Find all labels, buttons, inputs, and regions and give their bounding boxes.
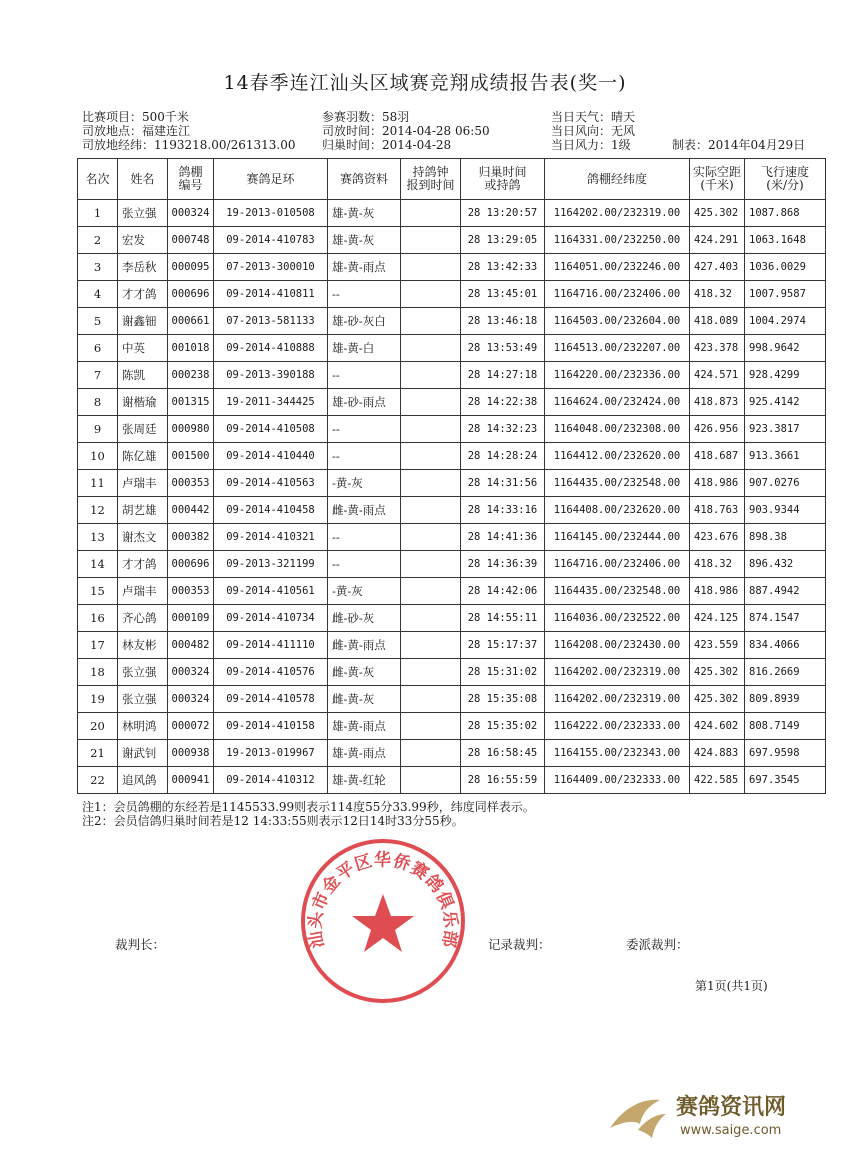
row-rank: 6 [78,335,118,362]
row-coord: 1164331.00/232250.00 [545,227,690,254]
row-coord: 1164408.00/232620.00 [545,497,690,524]
row-coord: 1164716.00/232406.00 [545,281,690,308]
row-loft: 000661 [168,308,214,335]
row-coord: 1164409.00/232333.00 [545,767,690,794]
row-loft: 000941 [168,767,214,794]
row-distance: 418.763 [690,497,745,524]
watermark-name: 赛鸽资讯网 [676,1095,787,1120]
results-table-wrap [77,158,825,794]
row-name: 谢杰文 [118,524,168,551]
row-distance: 418.32 [690,551,745,578]
row-ring: 09-2014-410312 [214,767,328,794]
row-desc: -- [328,551,401,578]
info-release-coord: 司放地经纬：1193218.00/261313.00 [82,138,296,152]
row-rank: 20 [78,713,118,740]
seal-text: 汕头市金平区华侨赛鸽俱乐部 [305,850,461,950]
header-distance: 实际空距 (千米) [690,159,745,200]
row-ring: 19-2013-019967 [214,740,328,767]
row-name: 谢鑫钿 [118,308,168,335]
row-loft: 001018 [168,335,214,362]
row-rank: 13 [78,524,118,551]
table-row [78,551,826,578]
row-loft: 000238 [168,362,214,389]
row-ring: 09-2014-410321 [214,524,328,551]
row-speed: 887.4942 [745,578,826,605]
row-clock [401,227,461,254]
row-clock [401,308,461,335]
row-clock [401,686,461,713]
row-rank: 8 [78,389,118,416]
row-speed: 1063.1648 [745,227,826,254]
table-row [78,281,826,308]
table-row [78,416,826,443]
row-loft: 000696 [168,281,214,308]
row-name: 谢楷瑜 [118,389,168,416]
row-desc: -黄-灰 [328,578,401,605]
row-rank: 19 [78,686,118,713]
row-coord: 1164503.00/232604.00 [545,308,690,335]
header-rank: 名次 [78,159,118,200]
row-return-time: 28 14:36:39 [461,551,545,578]
row-loft: 000442 [168,497,214,524]
row-distance: 426.956 [690,416,745,443]
row-rank: 5 [78,308,118,335]
row-loft: 000748 [168,227,214,254]
row-rank: 9 [78,416,118,443]
row-return-time: 28 16:55:59 [461,767,545,794]
row-speed: 913.3661 [745,443,826,470]
row-name: 中英 [118,335,168,362]
row-coord: 1164051.00/232246.00 [545,254,690,281]
row-clock [401,200,461,227]
table-row [78,200,826,227]
row-name: 李岳秋 [118,254,168,281]
row-distance: 418.089 [690,308,745,335]
signature-chief-referee: 裁判长： [115,937,166,952]
row-desc: -- [328,281,401,308]
row-rank: 15 [78,578,118,605]
row-loft: 000109 [168,605,214,632]
row-coord: 1164036.00/232522.00 [545,605,690,632]
row-ring: 09-2014-410563 [214,470,328,497]
row-speed: 874.1547 [745,605,826,632]
row-desc: 雄-黄-雨点 [328,254,401,281]
table-row [78,524,826,551]
row-coord: 1164435.00/232548.00 [545,578,690,605]
row-clock [401,659,461,686]
report-title: 14春季连江汕头区域赛竞翔成绩报告表(奖一) [223,72,627,94]
page-number: 第1页(共1页) [695,979,768,993]
table-row [78,254,826,281]
club-seal-stamp [298,836,468,1006]
row-desc: -黄-灰 [328,470,401,497]
row-loft: 000324 [168,200,214,227]
row-rank: 16 [78,605,118,632]
row-loft: 001500 [168,443,214,470]
signature-assigned-referee: 委派裁判： [626,937,689,952]
row-ring: 09-2014-410508 [214,416,328,443]
row-clock [401,443,461,470]
row-rank: 1 [78,200,118,227]
row-clock [401,416,461,443]
row-ring: 09-2014-410888 [214,335,328,362]
header-return: 归巢时间 或持鸽 [461,159,545,200]
row-distance: 424.602 [690,713,745,740]
row-return-time: 28 14:31:56 [461,470,545,497]
table-row [78,686,826,713]
row-coord: 1164220.00/232336.00 [545,362,690,389]
row-speed: 1004.2974 [745,308,826,335]
row-desc: 雄-黄-红轮 [328,767,401,794]
row-loft: 000353 [168,578,214,605]
info-prepared-date: 制表：2014年04月29日 [672,138,806,152]
table-row [78,497,826,524]
row-ring: 09-2014-410458 [214,497,328,524]
row-desc: 雌-黄-雨点 [328,497,401,524]
row-distance: 424.291 [690,227,745,254]
header-coord: 鸽棚经纬度 [545,159,690,200]
row-name: 张周廷 [118,416,168,443]
row-speed: 898.38 [745,524,826,551]
row-desc: 雄-砂-雨点 [328,389,401,416]
row-desc: -- [328,416,401,443]
row-coord: 1164145.00/232444.00 [545,524,690,551]
table-row [78,362,826,389]
row-return-time: 28 15:35:02 [461,713,545,740]
info-wind-force: 当日风力：1级 [551,138,631,152]
row-ring: 07-2013-300010 [214,254,328,281]
header-loft: 鸽棚 编号 [168,159,214,200]
row-distance: 424.883 [690,740,745,767]
row-speed: 998.9642 [745,335,826,362]
row-speed: 1087.868 [745,200,826,227]
row-rank: 3 [78,254,118,281]
row-coord: 1164412.00/232620.00 [545,443,690,470]
row-desc: 雄-黄-雨点 [328,713,401,740]
row-return-time: 28 15:17:37 [461,632,545,659]
table-row [78,578,826,605]
row-speed: 834.4066 [745,632,826,659]
info-wind-direction: 当日风向：无风 [551,124,636,138]
row-name: 陈亿雄 [118,443,168,470]
row-loft: 000324 [168,659,214,686]
row-distance: 423.378 [690,335,745,362]
row-return-time: 28 13:53:49 [461,335,545,362]
row-return-time: 28 13:42:33 [461,254,545,281]
row-desc: 雄-黄-白 [328,335,401,362]
row-name: 宏发 [118,227,168,254]
row-loft: 000324 [168,686,214,713]
row-ring: 09-2014-410158 [214,713,328,740]
table-row [78,389,826,416]
row-return-time: 28 16:58:45 [461,740,545,767]
row-ring: 19-2011-344425 [214,389,328,416]
row-distance: 425.302 [690,200,745,227]
row-distance: 424.571 [690,362,745,389]
row-ring: 09-2014-410811 [214,281,328,308]
row-name: 张立强 [118,659,168,686]
row-coord: 1164202.00/232319.00 [545,659,690,686]
row-name: 谢武钊 [118,740,168,767]
row-desc: 雌-黄-雨点 [328,632,401,659]
row-loft: 000482 [168,632,214,659]
header-name: 姓名 [118,159,168,200]
row-name: 才才鸽 [118,551,168,578]
row-return-time: 28 15:31:02 [461,659,545,686]
row-ring: 09-2013-321199 [214,551,328,578]
row-clock [401,578,461,605]
table-row [78,470,826,497]
row-name: 陈凯 [118,362,168,389]
row-speed: 925.4142 [745,389,826,416]
row-clock [401,551,461,578]
row-return-time: 28 14:22:38 [461,389,545,416]
row-speed: 808.7149 [745,713,826,740]
site-watermark-logo [600,1080,820,1150]
table-row [78,443,826,470]
watermark-url: www.saige.com [680,1123,782,1138]
row-clock [401,713,461,740]
row-distance: 425.302 [690,659,745,686]
info-release-time: 司放时间：2014-04-28 06:50 [322,124,490,138]
table-row [78,767,826,794]
header-speed: 飞行速度 (米/分) [745,159,826,200]
info-return-time: 归巢时间：2014-04-28 [322,138,452,152]
info-weather: 当日天气：晴天 [551,110,636,124]
row-loft: 001315 [168,389,214,416]
row-ring: 09-2014-410578 [214,686,328,713]
row-distance: 425.302 [690,686,745,713]
header-clock: 持鸽钟 报到时间 [401,159,461,200]
results-table [77,158,826,794]
row-distance: 418.986 [690,470,745,497]
row-speed: 907.0276 [745,470,826,497]
row-desc: 雌-黄-灰 [328,686,401,713]
row-distance: 427.403 [690,254,745,281]
row-clock [401,335,461,362]
table-row [78,740,826,767]
row-speed: 928.4299 [745,362,826,389]
row-rank: 14 [78,551,118,578]
row-distance: 418.873 [690,389,745,416]
row-name: 才才鸽 [118,281,168,308]
row-clock [401,389,461,416]
info-event: 比赛项目：500千米 [82,110,189,124]
row-ring: 09-2014-410734 [214,605,328,632]
row-coord: 1164513.00/232207.00 [545,335,690,362]
row-name: 追风鸽 [118,767,168,794]
row-return-time: 28 14:33:16 [461,497,545,524]
row-clock [401,254,461,281]
row-rank: 4 [78,281,118,308]
note-2: 注2：会员信鸽归巢时间若是12 14:33:55则表示12日14时33分55秒。 [82,814,464,828]
row-speed: 697.9598 [745,740,826,767]
row-desc: 雄-黄-灰 [328,227,401,254]
row-desc: 雄-黄-灰 [328,200,401,227]
table-row [78,308,826,335]
row-ring: 09-2014-410561 [214,578,328,605]
row-ring: 19-2013-010508 [214,200,328,227]
row-name: 林明鸿 [118,713,168,740]
row-desc: -- [328,524,401,551]
row-speed: 923.3817 [745,416,826,443]
notes [82,800,535,828]
row-return-time: 28 14:28:24 [461,443,545,470]
row-distance: 418.32 [690,281,745,308]
row-coord: 1164435.00/232548.00 [545,470,690,497]
table-row [78,713,826,740]
row-coord: 1164155.00/232343.00 [545,740,690,767]
row-distance: 424.125 [690,605,745,632]
row-coord: 1164202.00/232319.00 [545,200,690,227]
row-clock [401,605,461,632]
header-ring: 赛鸽足环 [214,159,328,200]
row-name: 卢瑞丰 [118,578,168,605]
row-coord: 1164222.00/232333.00 [545,713,690,740]
row-clock [401,767,461,794]
row-return-time: 28 14:42:06 [461,578,545,605]
row-speed: 1007.9587 [745,281,826,308]
row-clock [401,632,461,659]
row-loft: 000696 [168,551,214,578]
row-rank: 2 [78,227,118,254]
row-name: 齐心鸽 [118,605,168,632]
row-desc: 雌-黄-灰 [328,659,401,686]
row-desc: 雄-黄-雨点 [328,740,401,767]
row-return-time: 28 13:45:01 [461,281,545,308]
row-clock [401,740,461,767]
row-ring: 09-2014-410576 [214,659,328,686]
row-return-time: 28 14:55:11 [461,605,545,632]
row-ring: 09-2013-390188 [214,362,328,389]
info-release-place: 司放地点：福建连江 [82,124,191,138]
row-loft: 000382 [168,524,214,551]
row-loft: 000095 [168,254,214,281]
signature-record-referee: 记录裁判： [488,937,551,952]
note-1: 注1：会员鸽棚的东经若是1145533.99则表示114度55分33.99秒，纬度同样表示。 [82,800,535,814]
row-clock [401,362,461,389]
row-return-time: 28 15:35:08 [461,686,545,713]
row-loft: 000938 [168,740,214,767]
table-row [78,335,826,362]
row-ring: 07-2013-581133 [214,308,328,335]
row-name: 林友彬 [118,632,168,659]
row-speed: 1036.0029 [745,254,826,281]
table-row [78,632,826,659]
row-rank: 10 [78,443,118,470]
row-loft: 000353 [168,470,214,497]
table-row [78,659,826,686]
row-rank: 12 [78,497,118,524]
row-speed: 809.8939 [745,686,826,713]
row-clock [401,281,461,308]
row-coord: 1164208.00/232430.00 [545,632,690,659]
row-loft: 000980 [168,416,214,443]
row-speed: 816.2669 [745,659,826,686]
row-distance: 423.559 [690,632,745,659]
row-name: 张立强 [118,686,168,713]
row-ring: 09-2014-411110 [214,632,328,659]
row-return-time: 28 14:27:18 [461,362,545,389]
row-return-time: 28 13:46:18 [461,308,545,335]
row-name: 卢瑞丰 [118,470,168,497]
table-header-row [78,159,826,200]
row-rank: 17 [78,632,118,659]
row-distance: 423.676 [690,524,745,551]
row-coord: 1164048.00/232308.00 [545,416,690,443]
table-row [78,605,826,632]
row-coord: 1164624.00/232424.00 [545,389,690,416]
info-pigeons: 参赛羽数：58羽 [322,110,410,124]
row-speed: 896.432 [745,551,826,578]
row-rank: 11 [78,470,118,497]
header-desc: 赛鸽资料 [328,159,401,200]
row-coord: 1164202.00/232319.00 [545,686,690,713]
row-return-time: 28 13:29:05 [461,227,545,254]
row-ring: 09-2014-410783 [214,227,328,254]
row-rank: 21 [78,740,118,767]
row-distance: 422.585 [690,767,745,794]
row-clock [401,497,461,524]
row-speed: 903.9344 [745,497,826,524]
row-desc: 雄-砂-灰白 [328,308,401,335]
row-return-time: 28 14:32:23 [461,416,545,443]
row-rank: 18 [78,659,118,686]
table-row [78,227,826,254]
row-return-time: 28 14:41:36 [461,524,545,551]
row-clock [401,470,461,497]
row-loft: 000072 [168,713,214,740]
row-distance: 418.986 [690,578,745,605]
row-desc: -- [328,443,401,470]
row-name: 张立强 [118,200,168,227]
row-coord: 1164716.00/232406.00 [545,551,690,578]
row-ring: 09-2014-410440 [214,443,328,470]
row-return-time: 28 13:20:57 [461,200,545,227]
row-desc: 雌-砂-灰 [328,605,401,632]
row-clock [401,524,461,551]
row-distance: 418.687 [690,443,745,470]
row-rank: 7 [78,362,118,389]
row-rank: 22 [78,767,118,794]
row-desc: -- [328,362,401,389]
row-name: 胡艺雄 [118,497,168,524]
row-speed: 697.3545 [745,767,826,794]
